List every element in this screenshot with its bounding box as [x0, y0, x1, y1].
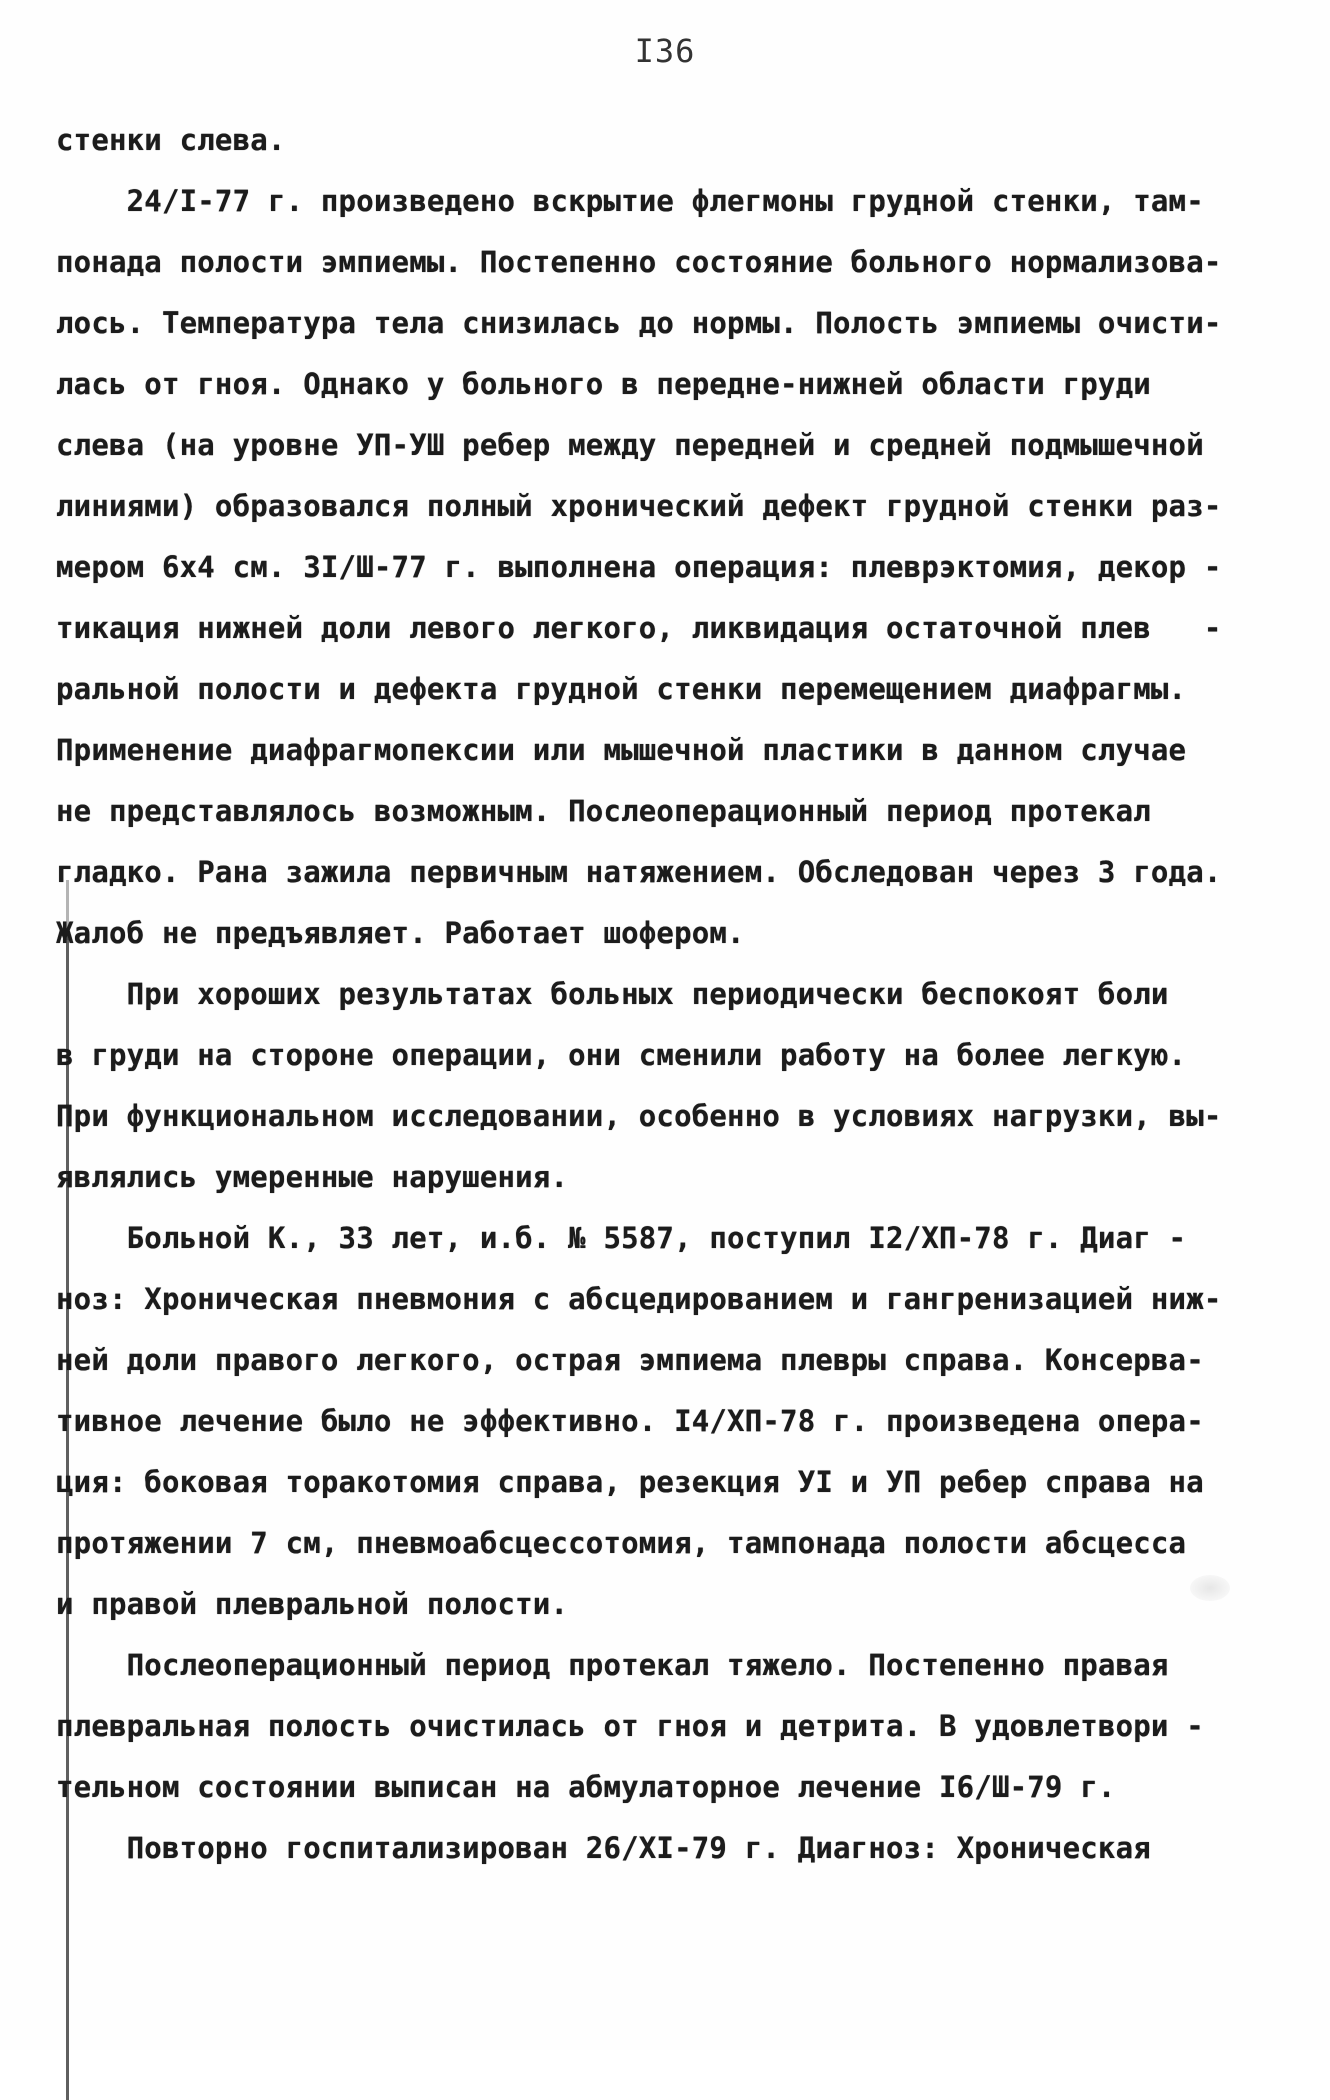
text-line: ней доли правого легкого, острая эмпиема плевры справа. Консерва-: [56, 1343, 1204, 1377]
text-line: тикация нижней доли левого легкого, ликвидация остаточной плев -: [56, 611, 1222, 645]
text-line: лась от гноя. Однако у больного в передне-нижней области груди: [56, 367, 1151, 401]
text-line: плевральная полость очистилась от гноя и детрита. В удовлетвори -: [56, 1709, 1204, 1743]
text-line: в груди на стороне операции, они сменили работу на более легкую.: [56, 1038, 1187, 1072]
text-line: ноз: Хроническая пневмония с абсцедированием и гангренизацией ниж-: [56, 1282, 1222, 1316]
text-line: протяжении 7 см, пневмоабсцессотомия, тампонада полости абсцесса: [56, 1526, 1187, 1560]
text-line: Жалоб не предъявляет. Работает шофером.: [56, 916, 745, 950]
text-line: тельном состоянии выписан на абмулаторное лечение I6/Ш-79 г.: [56, 1770, 1116, 1804]
text-line: являлись умеренные нарушения.: [56, 1160, 569, 1194]
text-line: Больной К., 33 лет, и.б. № 5587, поступил I2/ХП-78 г. Диаг -: [56, 1221, 1187, 1255]
text-line: При функциональном исследовании, особенно в условиях нагрузки, вы-: [56, 1099, 1222, 1133]
text-line: стенки слева.: [56, 123, 286, 157]
text-line: При хороших результатах больных периодически беспокоят боли: [56, 977, 1169, 1011]
text-line: Повторно госпитализирован 26/XI-79 г. Диагноз: Хроническая: [56, 1831, 1151, 1865]
text-line: Применение диафрагмопексии или мышечной пластики в данном случае: [56, 733, 1187, 767]
text-line: не представлялось возможным. Послеоперационный период протекал: [56, 794, 1151, 828]
text-line: мером 6х4 см. 3I/Ш-77 г. выполнена операция: плеврэктомия, декор -: [56, 550, 1222, 584]
text-line: тивное лечение было не эффективно. I4/ХП-78 г. произведена опера-: [56, 1404, 1204, 1438]
text-line: понада полости эмпиемы. Постепенно состояние больного нормализова-: [56, 245, 1222, 279]
text-line: слева (на уровне УП-УШ ребер между передней и средней подмышечной: [56, 428, 1204, 462]
text-line: гладко. Рана зажила первичным натяжением. Обследован через 3 года.: [56, 855, 1222, 889]
scan-smudge: [1190, 1575, 1230, 1601]
text-line: ральной полости и дефекта грудной стенки перемещением диафрагмы.: [56, 672, 1187, 706]
text-line: ция: боковая торакотомия справа, резекция УI и УП ребер справа на: [56, 1465, 1204, 1499]
text-line: линиями) образовался полный хронический дефект грудной стенки раз-: [56, 489, 1222, 523]
text-line: 24/I-77 г. произведено вскрытие флегмоны грудной стенки, там-: [56, 184, 1204, 218]
text-line: Послеоперационный период протекал тяжело. Постепенно правая: [56, 1648, 1169, 1682]
text-line: и правой плевральной полости.: [56, 1587, 569, 1621]
text-line: лось. Температура тела снизилась до нормы. Полость эмпиемы очисти-: [56, 306, 1222, 340]
page-number: I36: [634, 32, 696, 70]
body-text: [56, 110, 1276, 1879]
